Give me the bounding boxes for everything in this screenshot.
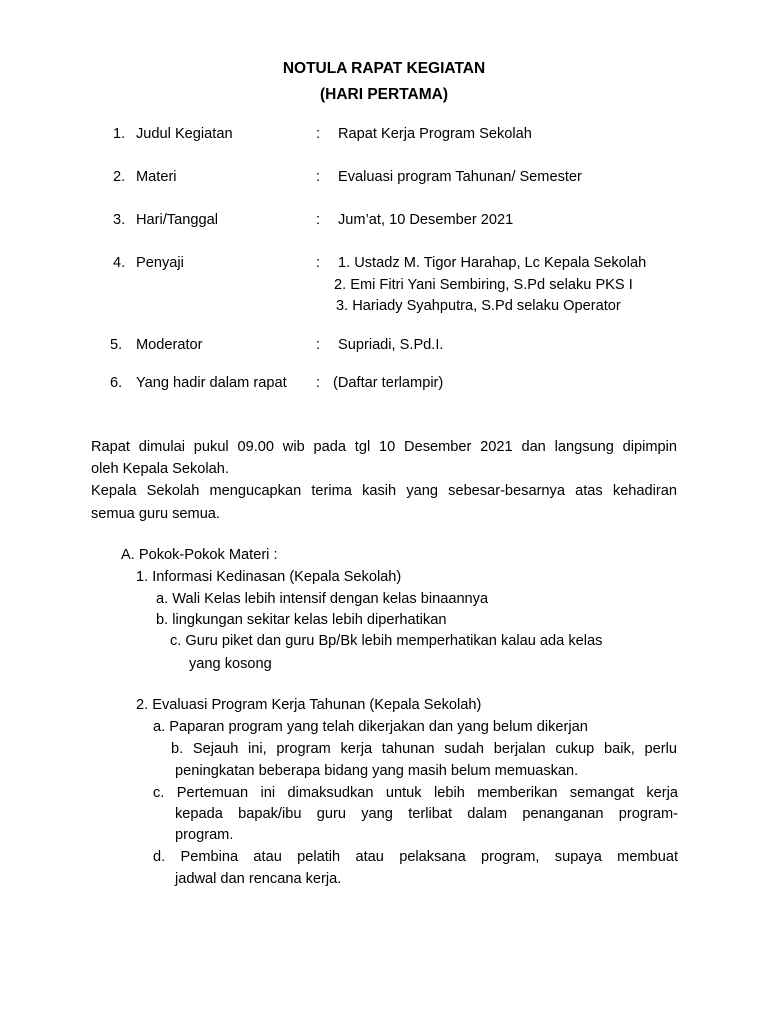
paragraph-line: oleh Kepala Sekolah. xyxy=(91,461,229,477)
paragraph-line: semua guru semua. xyxy=(91,506,220,522)
row-colon: : xyxy=(316,375,321,391)
paragraph-line: Rapat dimulai pukul 09.00 wib pada tgl 10 Desember 2021 dan langsung dipimpin xyxy=(91,439,677,455)
row-colon: : xyxy=(316,212,321,228)
sub-item: b. lingkungan sekitar kelas lebih diperhatikan xyxy=(156,612,447,628)
row-value: (Daftar terlampir) xyxy=(333,375,444,391)
row-label: Penyaji xyxy=(136,255,184,271)
row-colon: : xyxy=(316,255,321,271)
sub-item: a. Paparan program yang telah dikerjakan dan yang belum dikerjan xyxy=(153,719,588,735)
paragraph-line: Kepala Sekolah mengucapkan terima kasih yang sebesar-besarnya atas kehadiran xyxy=(91,483,677,499)
list-item-title: 2. Evaluasi Program Kerja Tahunan (Kepala Sekolah) xyxy=(136,697,482,713)
row-label: Judul Kegiatan xyxy=(136,126,233,142)
sub-item-continued: peningkatan beberapa bidang yang masih belum memuaskan. xyxy=(175,763,579,779)
document-subtitle: (HARI PERTAMA) xyxy=(319,86,448,103)
row-colon: : xyxy=(316,126,321,142)
sub-item-continued: program. xyxy=(175,827,234,843)
row-number: 1. xyxy=(113,126,126,142)
row-label: Moderator xyxy=(136,337,203,353)
row-colon: : xyxy=(316,337,321,353)
row-number: 6. xyxy=(110,375,123,391)
row-value: Jum’at, 10 Desember 2021 xyxy=(338,212,514,228)
row-label: Hari/Tanggal xyxy=(136,212,218,228)
row-colon: : xyxy=(316,169,321,185)
list-item-title: 1. Informasi Kedinasan (Kepala Sekolah) xyxy=(136,569,402,585)
sub-item-continued: kepada bapak/ibu guru yang terlibat dalam penanganan program- xyxy=(175,806,678,822)
row-number: 5. xyxy=(110,337,123,353)
row-value: Evaluasi program Tahunan/ Semester xyxy=(338,169,582,185)
row-label: Materi xyxy=(136,169,177,185)
presenter-2: 2. Emi Fitri Yani Sembiring, S.Pd selaku PKS I xyxy=(334,277,633,293)
row-label: Yang hadir dalam rapat xyxy=(136,375,287,391)
sub-item: c. Guru piket dan guru Bp/Bk lebih memperhatikan kalau ada kelas xyxy=(170,633,603,649)
section-heading: A. Pokok-Pokok Materi : xyxy=(121,547,278,563)
sub-item: a. Wali Kelas lebih intensif dengan kelas binaannya xyxy=(156,591,489,607)
sub-item: b. Sejauh ini, program kerja tahunan sudah berjalan cukup baik, perlu xyxy=(171,741,677,757)
sub-item: c. Pertemuan ini dimaksudkan untuk lebih memberikan semangat kerja xyxy=(153,785,678,801)
row-number: 2. xyxy=(113,169,126,185)
row-value: Supriadi, S.Pd.I. xyxy=(338,337,444,353)
presenter-3: 3. Hariady Syahputra, S.Pd selaku Operator xyxy=(336,298,621,314)
row-value: Rapat Kerja Program Sekolah xyxy=(338,126,532,142)
row-number: 4. xyxy=(113,255,126,271)
document-title: NOTULA RAPAT KEGIATAN xyxy=(282,60,486,77)
presenter-1: 1. Ustadz M. Tigor Harahap, Lc Kepala Sekolah xyxy=(338,255,647,271)
sub-item-continued: yang kosong xyxy=(189,656,272,672)
row-number: 3. xyxy=(113,212,126,228)
sub-item: d. Pembina atau pelatih atau pelaksana program, supaya membuat xyxy=(153,849,678,865)
sub-item-continued: jadwal dan rencana kerja. xyxy=(175,871,342,887)
